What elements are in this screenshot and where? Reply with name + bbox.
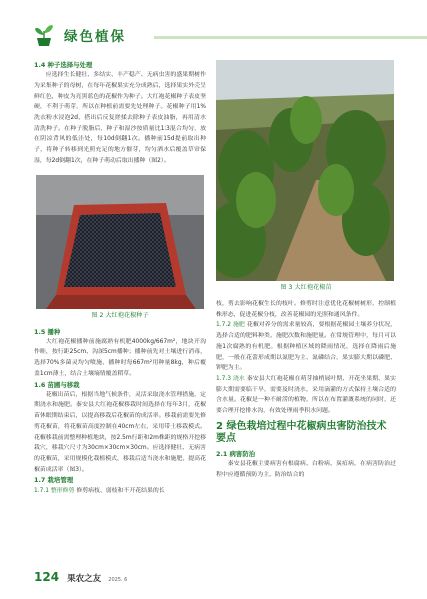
paragraph-1-6: 花椒出苗后，根据当地气候条件，灵活采取浇水管理措施，定期浇水和施肥。秦安县大红袍花椒移栽时间选择在每年3月，花椒苗休眠期结束后，以提高移栽后花椒苗的成活率。移栽前需要先修剪花椒苗，将花椒苗高度控制在40cm左右，采用带土移栽模式。花椒移栽前需整理种植地块，按2.5m行距和2m株距的规格开挖移栽穴，移栽穴尺寸为30cm×30cm×30cm。应选择健壮、无病害的花椒苗，采用规模化栽植模式，移栽后适当浇水和施肥，提高花椒苗成活率（图3）。 (34, 391, 206, 473)
section-title: 绿色植保 (64, 29, 126, 45)
figure-3-seedlings (216, 60, 394, 281)
page-header (0, 0, 427, 52)
seed-pile-photo (36, 175, 204, 309)
figure-2-caption: 图 2 大红袍花椒种子 (91, 311, 149, 319)
text-1-7-1: 修剪病枝、弱枝和不开花结果的长 (76, 487, 165, 494)
heading-2: 2 绿色栽培过程中花椒病虫害防治技术要点 (216, 420, 387, 445)
magazine-name: 果农之友 (67, 574, 102, 584)
paragraph-1-7-1 (34, 486, 206, 497)
paragraph-2-1: 秦安县花椒主要病害有根腐病、白粉病、炭疽病，在病害防治过程中应遵循预防为主、防治结合的 (216, 460, 396, 478)
heading-2-1: 2.1 病害防治 (216, 449, 256, 458)
label-1-7-1: 1.7.1 整形修剪 (34, 487, 75, 494)
page-number: 124 (34, 570, 60, 584)
header-divider-band (154, 36, 427, 39)
text-1-7-3: 秦安县大红袍花椒在萌芽抽梢展叶期、开花坐果期、果实膨大期需要临干旱，需要及时浇水，采用滴灌的方式保持土壤合适的含水量。花椒是一种不耐涝的植物，所以在布置灌溉系统的同时，还要合理开挖排水沟，有效处理雨季积水问题。 (216, 375, 396, 415)
figure-3-caption: 图 3 大红袍花椒苗 (280, 284, 332, 291)
plant-sprout-icon (34, 21, 54, 47)
heading-1-7: 1.7 栽培管理 (34, 476, 74, 485)
label-1-7-2: 1.7.2 施肥 (216, 322, 245, 329)
paragraph-1-5: 大红袍花椒播种前施腐熟有机肥4000kg/667m²，地块开沟作畦，按行距25cm、沟深5cm播种；播种前先对土壤进行消毒，选择70%多菌灵均匀喷施，播种时每667m²用种量8kg，种后覆盖1cm薄土，结合土壤墒情覆盖稻草。 (34, 338, 206, 377)
left-column (34, 60, 206, 496)
figure-2-seeds (36, 175, 204, 309)
seedling-field-photo (216, 60, 394, 281)
issue-label: 2025. 6 (108, 577, 128, 583)
paragraph-1-7-3 (216, 374, 396, 417)
heading-1-4: 1.4 种子选择与处理 (34, 61, 93, 69)
page-footer (34, 566, 394, 582)
paragraph-1-7-1-continued: 枝，剪去影响花椒生长的枝叶。修剪时注意优化花椒树树形，控制植株形态，促进花椒分枝，改善花椒园的光照和通风条件。 (216, 301, 396, 318)
heading-1-5: 1.5 播种 (34, 327, 61, 336)
heading-1-6: 1.6 苗圃与移栽 (34, 380, 80, 389)
text-1-7-2: 花椒对养分的需求量较高，要根据花椒园土壤养分状况，选择合适的肥料种类、施肥次数和施肥量。在常规管理中，每月可以施1次腐熟的有机肥。根据种植区域的降雨情况，选择在降雨后施肥，一般在花蕾形成期以氮肥为主、氮磷结合，果实膨大期以磷肥、钾肥为主。 (216, 322, 396, 372)
right-column (216, 60, 396, 480)
paragraph-1-4: 应选择生长健壮、多结实、丰产稳产、无病虫害的盛果期树作为采集种子的母树，在每年花椒果实充分成熟后，选择果实外壳呈鲜红色，种皮为亮黑蓝色的花椒作为种子。大红袍花椒种子表皮坚硬，不利于萌芽，所以在种植前需要先处理种子。花椒种子用1%洗衣粉水浸泡2d，搭出后反复搓揉去除种子表皮油脂，再用清水清洗种子。在种子脱脂后，种子和湿沙按质量比1∶3混合均匀，放在阴凉背风的低洼处，每10d倒翻1次。播种前15d提前取出种子，将种子转移到光照充足的地方催芽，均匀洒水后覆盖草帘保湿，每2d倒翻1次，在种子萌动后取出播种（图2）。 (34, 72, 206, 164)
label-1-7-3: 1.7.3 浇水 (216, 375, 245, 382)
paragraph-1-7-2 (216, 320, 396, 374)
